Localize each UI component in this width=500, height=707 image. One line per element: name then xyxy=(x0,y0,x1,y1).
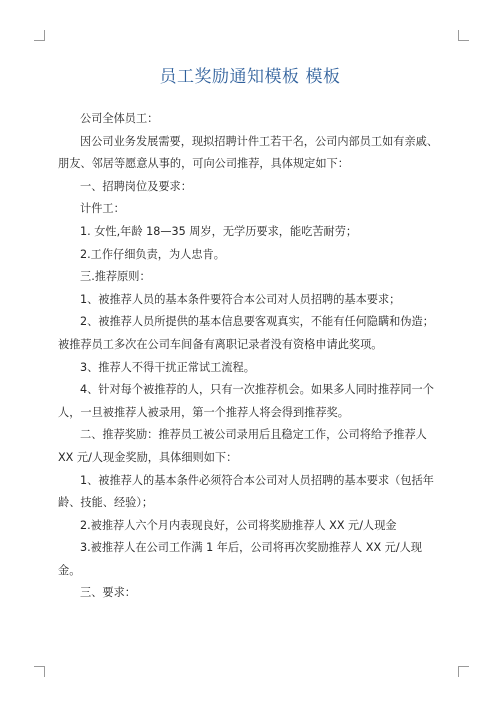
list-item: 2、被推荐人员所提供的基本信息要客观真实，不能有任何隐瞒和伪造；被推荐员工多次在公司车间备有离职记录者没有资格申请此奖项。 xyxy=(58,315,434,351)
list-item: 4、针对每个被推荐的人，只有一次推荐机会。如果多人同时推荐同一个人，一旦被推荐人被录用，第一个推荐人将会得到推荐奖。 xyxy=(58,383,434,419)
section-heading: 三、要求： xyxy=(80,586,136,600)
paragraph: 计件工： xyxy=(80,202,125,216)
section-heading: 一、招聘岗位及要求： xyxy=(80,179,192,193)
list-item: 3.被推荐人在公司工作满 1 年后，公司将再次奖励推荐人 XX 元/人现金。 xyxy=(58,541,422,577)
list-item: 1、被推荐人员的基本条件要符合本公司对人员招聘的基本要求； xyxy=(80,292,401,306)
section-heading: 三.推荐原则： xyxy=(80,270,151,284)
list-item: 1、被推荐人的基本条件必须符合本公司对人员招聘的基本要求（包括年龄、技能、经验）； xyxy=(58,473,434,510)
corner-mark-bottom-right xyxy=(458,666,469,677)
section-heading: 二、推荐奖励：推荐员工被公司录用后且稳定工作，公司将给予推荐人 XX 元/人现金奖励，具体细则如下： xyxy=(58,428,427,464)
corner-mark-top-left xyxy=(34,30,45,41)
list-item: 1. 女性,年龄 18—35 周岁，无学历要求，能吃苦耐劳； xyxy=(80,224,358,238)
paragraph: 因公司业务发展需要，现拟招聘计件工若干名，公司内部员工如有亲戚、朋友、邻居等愿意从事的，可向公司推荐，具体规定如下： xyxy=(58,134,439,171)
corner-mark-top-right xyxy=(458,30,469,41)
document-title: 员工奖励通知模板 模板 xyxy=(159,67,341,87)
document-body xyxy=(58,108,443,605)
salutation: 公司全体员工： xyxy=(80,112,159,125)
corner-mark-bottom-left xyxy=(34,666,45,677)
list-item: 2.工作仔细负责，为人忠肯。 xyxy=(80,247,225,261)
list-item: 3、推荐人不得干扰正常试工流程。 xyxy=(80,360,255,374)
list-item: 2.被推荐人六个月内表现良好，公司将奖励推荐人 XX 元/人现金 xyxy=(80,518,397,532)
